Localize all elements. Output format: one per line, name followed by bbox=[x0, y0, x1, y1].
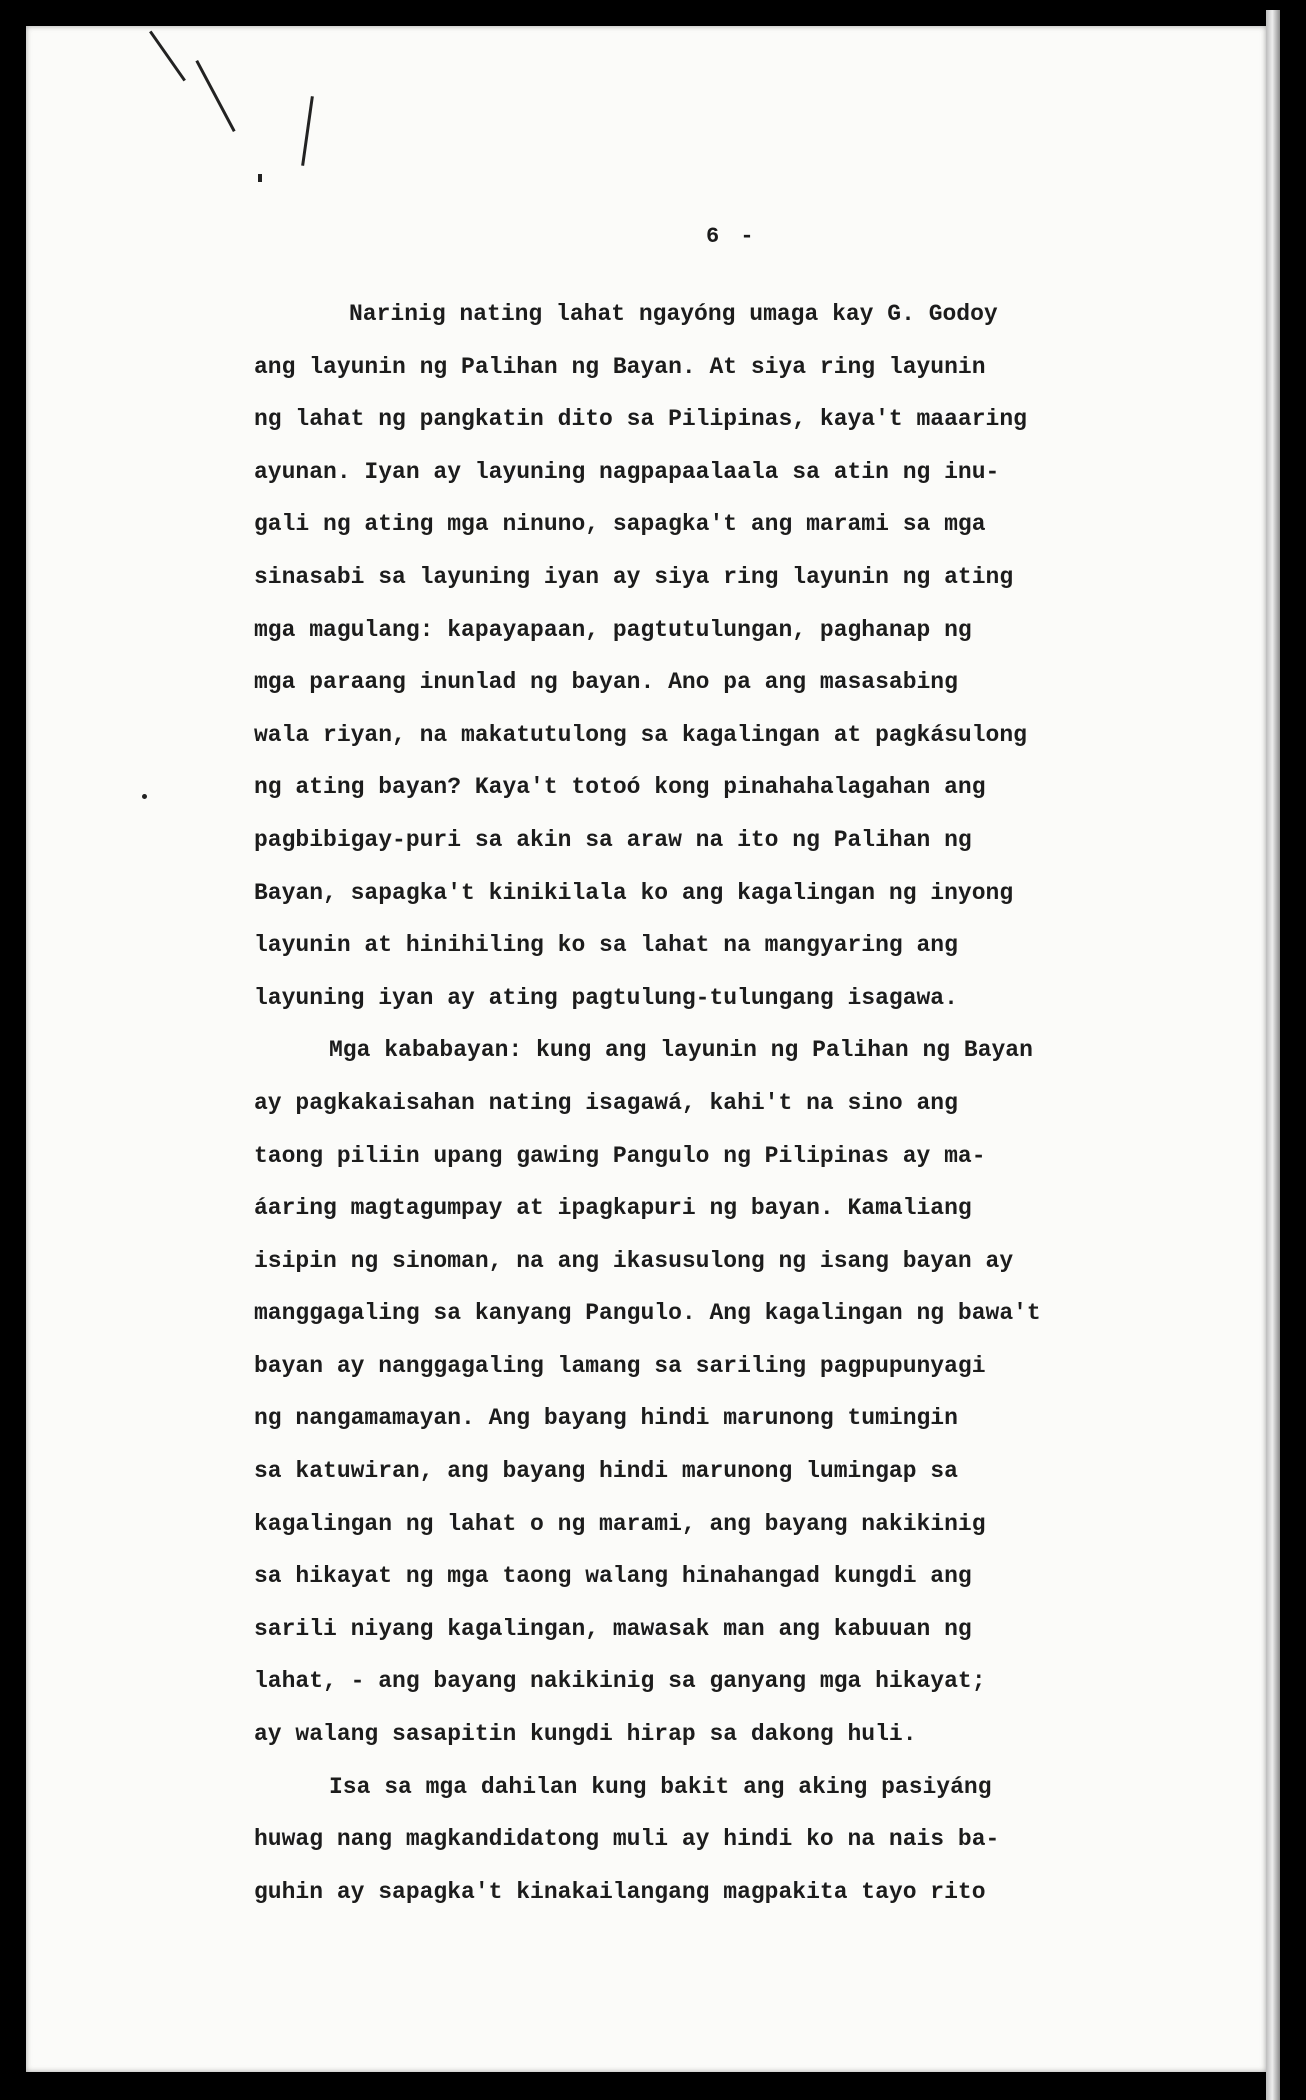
corner-scratch-mark bbox=[258, 174, 262, 182]
text-line: layuning iyan ay ating pagtulung-tulungang isagawa. bbox=[254, 984, 958, 1011]
corner-scratch-mark bbox=[301, 96, 314, 166]
text-line: ang layunin ng Palihan ng Bayan. At siya ring layunin bbox=[254, 353, 986, 380]
text-line: áaring magtagumpay at ipagkapuri ng bayan. Kamaliang bbox=[254, 1195, 972, 1222]
text-line: ay pagkakaisahan nating isagawá, kahi't na sino ang bbox=[254, 1089, 958, 1116]
text-line: Mga kababayan: kung ang layunin ng Palihan ng Bayan bbox=[329, 1037, 1033, 1064]
letter-body bbox=[254, 288, 1254, 1918]
text-line: manggagaling sa kanyang Pangulo. Ang kagalingan ng bawa't bbox=[254, 1300, 1041, 1327]
text-line: gali ng ating mga ninuno, sapagka't ang marami sa mga bbox=[254, 511, 986, 538]
text-line: ng ating bayan? Kaya't totoó kong pinahahalagahan ang bbox=[254, 774, 986, 801]
text-line: Narinig nating lahat ngayóng umaga kay G. Godoy bbox=[349, 301, 998, 327]
page-number: 6 - bbox=[706, 224, 758, 249]
text-line: Isa sa mga dahilan kung bakit ang aking pasiyáng bbox=[329, 1773, 992, 1800]
text-line: bayan ay nanggagaling lamang sa sariling pagpupunyagi bbox=[254, 1352, 986, 1379]
text-line: kagalingan ng lahat o ng marami, ang bayang nakikinig bbox=[254, 1510, 986, 1537]
margin-dot bbox=[142, 794, 147, 799]
text-line: mga magulang: kapayapaan, pagtutulungan, paghanap ng bbox=[254, 616, 972, 643]
text-line: pagbibigay-puri sa akin sa araw na ito ng Palihan ng bbox=[254, 826, 972, 853]
corner-scratch-mark bbox=[149, 31, 186, 82]
text-line: sarili niyang kagalingan, mawasak man ang kabuuan ng bbox=[254, 1615, 972, 1642]
text-line: isipin ng sinoman, na ang ikasusulong ng isang bayan ay bbox=[254, 1247, 1014, 1274]
text-line: layunin at hinihiling ko sa lahat na mangyaring ang bbox=[254, 932, 958, 959]
text-line: ng lahat ng pangkatin dito sa Pilipinas, kaya't maaaring bbox=[254, 406, 1027, 433]
page-edge bbox=[1266, 10, 1280, 2100]
text-line: Bayan, sapagka't kinikilala ko ang kagalingan ng inyong bbox=[254, 879, 1014, 906]
text-line: guhin ay sapagka't kinakailangang magpakita tayo rito bbox=[254, 1878, 986, 1905]
corner-scratch-mark bbox=[195, 60, 235, 132]
text-line: taong piliin upang gawing Pangulo ng Pilipinas ay ma- bbox=[254, 1142, 986, 1169]
text-line: mga paraang inunlad ng bayan. Ano pa ang masasabing bbox=[254, 669, 958, 696]
text-line: lahat, - ang bayang nakikinig sa ganyang mga hikayat; bbox=[254, 1668, 986, 1695]
text-line: sa katuwiran, ang bayang hindi marunong lumingap sa bbox=[254, 1458, 958, 1485]
text-line: sinasabi sa layuning iyan ay siya ring layunin ng ating bbox=[254, 563, 1014, 590]
text-line: huwag nang magkandidatong muli ay hindi ko na nais ba- bbox=[254, 1826, 1000, 1853]
text-line: sa hikayat ng mga taong walang hinahangad kungdi ang bbox=[254, 1563, 972, 1590]
text-line: wala riyan, na makatutulong sa kagalingan at pagkásulong bbox=[254, 721, 1027, 748]
text-line: ayunan. Iyan ay layuning nagpapaalaala sa atin ng inu- bbox=[254, 458, 1000, 485]
text-line: ng nangamamayan. Ang bayang hindi marunong tumingin bbox=[254, 1405, 958, 1432]
text-line: ay walang sasapitin kungdi hirap sa dakong huli. bbox=[254, 1721, 917, 1748]
document-page bbox=[26, 26, 1266, 2072]
